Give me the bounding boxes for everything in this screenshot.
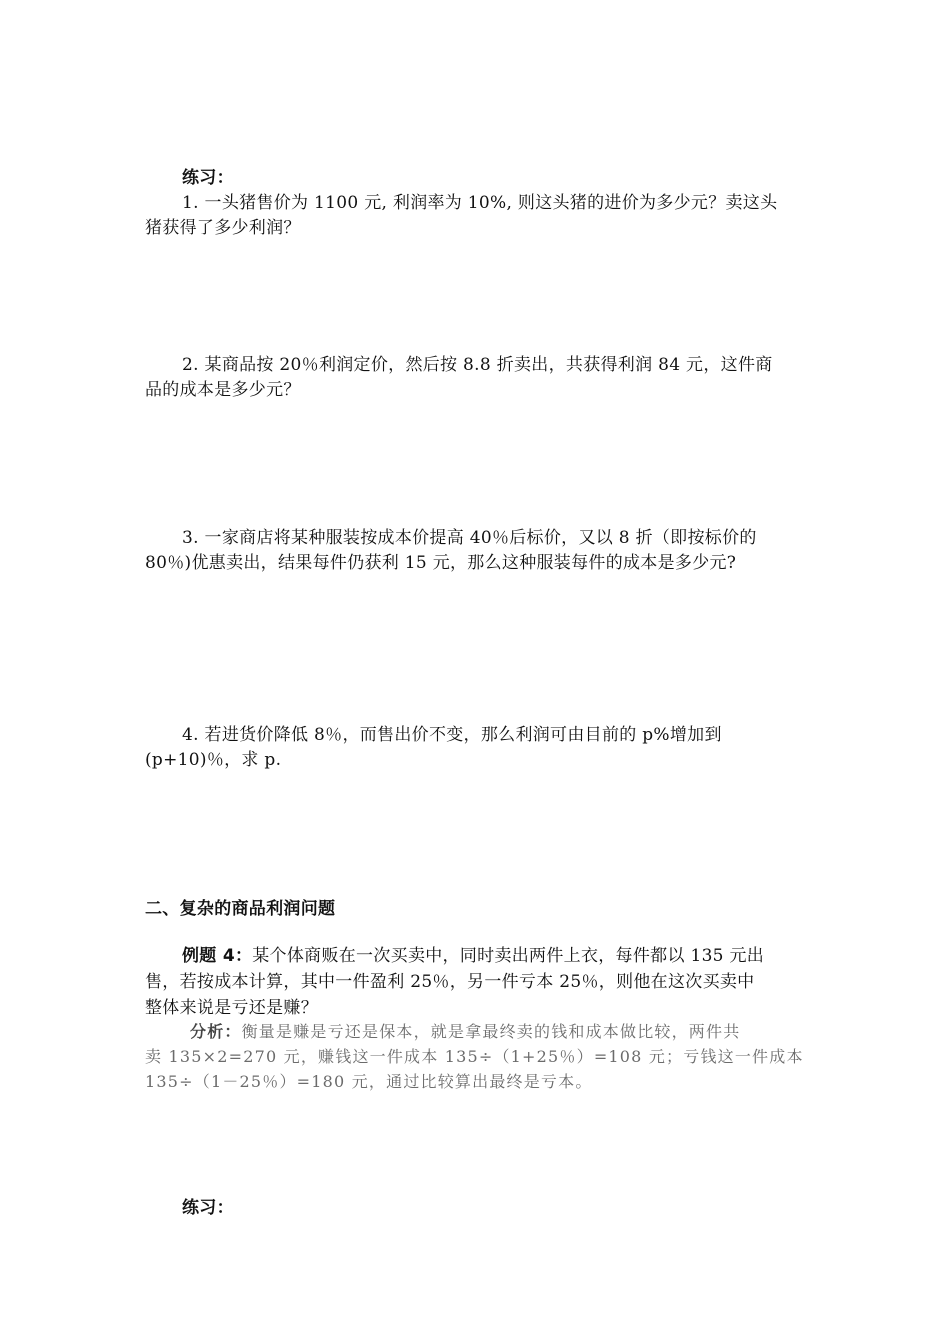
question-3-line-1: 3. 一家商店将某种服装按成本价提高 40％后标价，又以 8 折（即按标价的 [182, 528, 757, 548]
question-3-line-2: 80％)优惠卖出，结果每件仍获利 15 元，那么这种服装每件的成本是多少元? [145, 553, 737, 573]
practice-heading: 练习： [182, 168, 234, 188]
question-1-line-2: 猪获得了多少利润？ [145, 218, 301, 238]
question-2-line-2: 品的成本是多少元？ [145, 380, 301, 400]
analysis-text: 衡量是赚是亏还是保本，就是拿最终卖的钱和成本做比较，两件共 [241, 1022, 741, 1041]
question-1-line-1: 1. 一头猪售价为 1100 元, 利润率为 10%, 则这头猪的进价为多少元？卖这头 [182, 193, 778, 213]
example-4-line-2: 售，若按成本计算，其中一件盈利 25％，另一件亏本 25％，则他在这次买卖中 [145, 972, 755, 992]
question-4-line-1: 4. 若进货价降低 8％，而售出价不变，那么利润可由目前的 p%增加到 [182, 725, 722, 745]
analysis-line-1 [190, 1019, 807, 1045]
example-4-label: 例题 4： [182, 946, 253, 966]
analysis-line-3: 135÷（1－25％）=180 元，通过比较算出最终是亏本。 [145, 1072, 593, 1091]
question-4-line-2: (p+10)％，求 p. [145, 750, 282, 770]
practice-heading-2: 练习： [182, 1198, 234, 1218]
example-4-text: 某个体商贩在一次买卖中，同时卖出两件上衣，每件都以 135 元出 [252, 946, 765, 966]
example-4-line-1 [182, 943, 807, 969]
section-2-title: 二、复杂的商品利润问题 [145, 899, 336, 919]
question-2-line-1: 2. 某商品按 20％利润定价，然后按 8.8 折卖出，共获得利润 84 元，这件商 [182, 355, 773, 375]
analysis-line-2: 卖 135×2=270 元，赚钱这一件成本 135÷（1+25％）=108 元；亏钱这一件成本 [145, 1047, 804, 1066]
example-4-line-3: 整体来说是亏还是赚？ [145, 998, 318, 1018]
analysis-label: 分析： [190, 1022, 242, 1041]
